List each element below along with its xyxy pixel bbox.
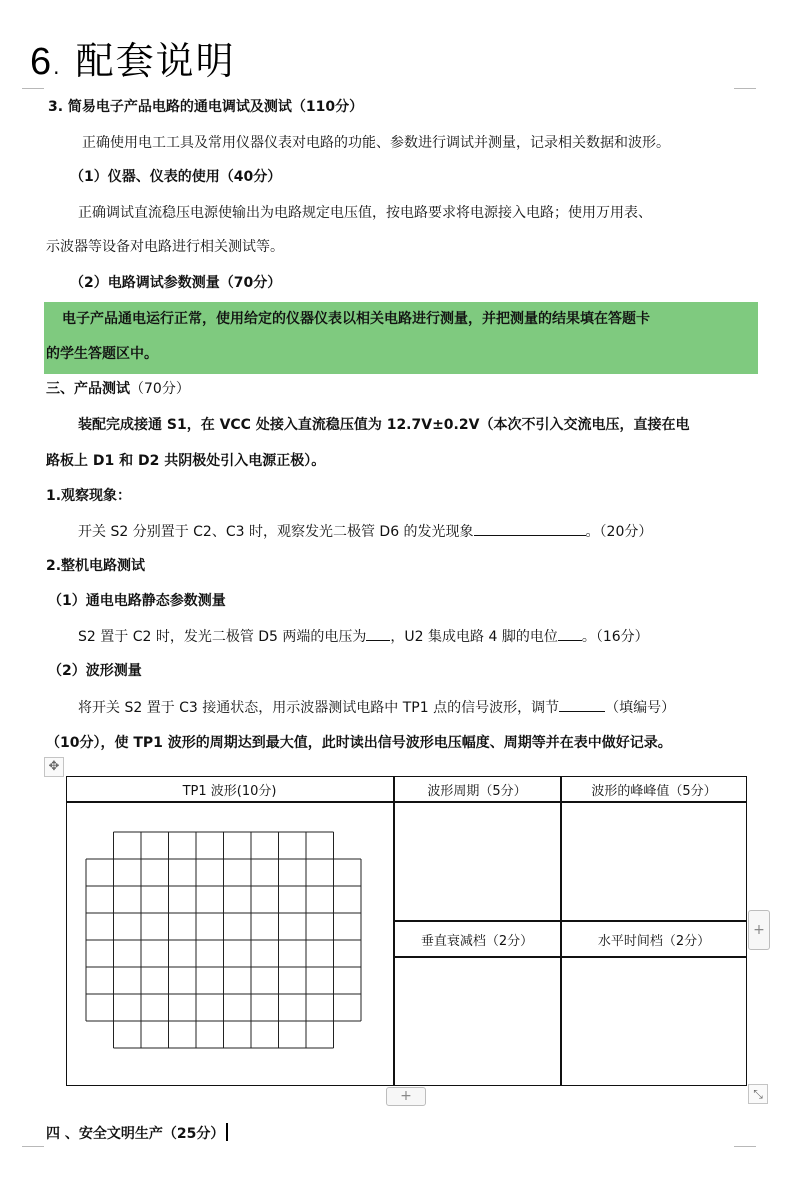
vertical-div-answer-cell[interactable] <box>396 959 558 1083</box>
text-cursor <box>226 1123 228 1141</box>
section-3-2-line2: 的学生答题区中。 <box>46 346 158 362</box>
wave-text-b: （填编号） <box>605 700 676 716</box>
part-3-score: （70分） <box>130 381 190 397</box>
table-header-period: 波形周期（5分） <box>427 784 527 799</box>
title-text: 配套说明 <box>75 39 236 83</box>
static-text-c: 。（16分） <box>581 629 649 645</box>
d5-voltage-blank[interactable] <box>366 626 390 641</box>
table-header-tp1: TP1 波形(10分) <box>182 784 277 799</box>
page-corner-bottom-left <box>22 1146 44 1147</box>
observe-text: 开关 S2 分别置于 C2、C3 时，观察发光二极管 D6 的发光现象 <box>78 524 474 540</box>
section-3-2-heading: （2）电路调试参数测量（70分） <box>70 275 282 291</box>
part-3-line1: 装配完成接通 S1，在 VCC 处接入直流稳压值为 12.7V±0.2V（本次不引入交流电压，直接在电 <box>78 417 690 433</box>
observe-blank[interactable] <box>474 521 586 536</box>
page-corner-top-left <box>22 88 44 89</box>
table-row-divider-2 <box>393 956 747 958</box>
part-3-line2: 路板上 D1 和 D2 共阴极处引入电源正极）。 <box>46 453 326 469</box>
title-number: 6 <box>30 41 54 83</box>
peak-answer-cell[interactable] <box>563 804 745 918</box>
section-3-intro: 正确使用电工工具及常用仪器仪表对电路的功能、参数进行调试并测量，记录相关数据和波形。 <box>82 135 670 151</box>
part-3-heading-line <box>46 379 190 399</box>
wave-line1 <box>78 697 675 718</box>
add-row-plus-icon: + <box>400 1088 412 1104</box>
section-3-1-line1: 正确调试直流稳压电源使输出为电路规定电压值，按电路要求将电源接入电路；使用万用表、 <box>78 205 652 221</box>
section-3-2-line1: 电子产品通电运行正常，使用给定的仪器仪表以相关电路进行测量，并把测量的结果填在答题卡 <box>62 311 650 327</box>
period-answer-cell[interactable] <box>396 804 558 918</box>
observe-line <box>78 521 652 542</box>
page-corner-bottom-right <box>734 1146 756 1147</box>
whole-test-heading: 2.整机电路测试 <box>46 558 146 574</box>
part-4-heading: 四 、安全文明生产（25分） <box>46 1126 225 1142</box>
table-vertical-div-label: 垂直衰减档（2分） <box>420 934 534 949</box>
static-line <box>78 626 649 647</box>
add-column-button[interactable] <box>748 910 770 950</box>
observe-score: 。（20分） <box>585 524 653 540</box>
table-move-icon[interactable]: ✥ <box>44 757 64 777</box>
table-header-divider <box>66 801 747 803</box>
section-3-heading: 3. 简易电子产品电路的通电调试及测试（110分） <box>48 99 364 115</box>
adjust-blank[interactable] <box>559 697 605 712</box>
static-text-b: ，U2 集成电路 4 脚的电位 <box>390 629 558 645</box>
section-3-1-heading: （1）仪器、仪表的使用（40分） <box>70 169 282 185</box>
table-resize-icon[interactable]: ⤡ <box>748 1084 768 1104</box>
page-title <box>30 30 236 85</box>
horizontal-div-answer-cell[interactable] <box>563 959 745 1083</box>
section-3-1-line2: 示波器等设备对电路进行相关测试等。 <box>46 239 284 255</box>
part-3-heading: 三、产品测试 <box>46 381 130 397</box>
static-heading: （1）通电电路静态参数测量 <box>48 593 226 609</box>
oscilloscope-grid[interactable] <box>84 830 368 1052</box>
table-row-divider-1 <box>393 920 747 922</box>
page-corner-top-right <box>734 88 756 89</box>
title-dot: . <box>53 55 62 79</box>
wave-line2: （10分），使 TP1 波形的周期达到最大值，此时读出信号波形电压幅度、周期等并在表中做好记录。 <box>46 735 672 751</box>
observe-heading: 1.观察现象： <box>46 488 132 504</box>
wave-heading: （2）波形测量 <box>48 663 142 679</box>
add-column-plus-icon: + <box>753 922 765 938</box>
u2-pin4-blank[interactable] <box>558 626 582 641</box>
table-header-peak: 波形的峰峰值（5分） <box>591 784 717 799</box>
add-row-button[interactable] <box>386 1087 426 1106</box>
static-text-a: S2 置于 C2 时，发光二极管 D5 两端的电压为 <box>78 629 367 645</box>
wave-text-a: 将开关 S2 置于 C3 接通状态，用示波器测试电路中 TP1 点的信号波形，调节 <box>78 700 560 716</box>
part-4-line <box>46 1123 228 1144</box>
table-horizontal-div-label: 水平时间档（2分） <box>597 934 711 949</box>
